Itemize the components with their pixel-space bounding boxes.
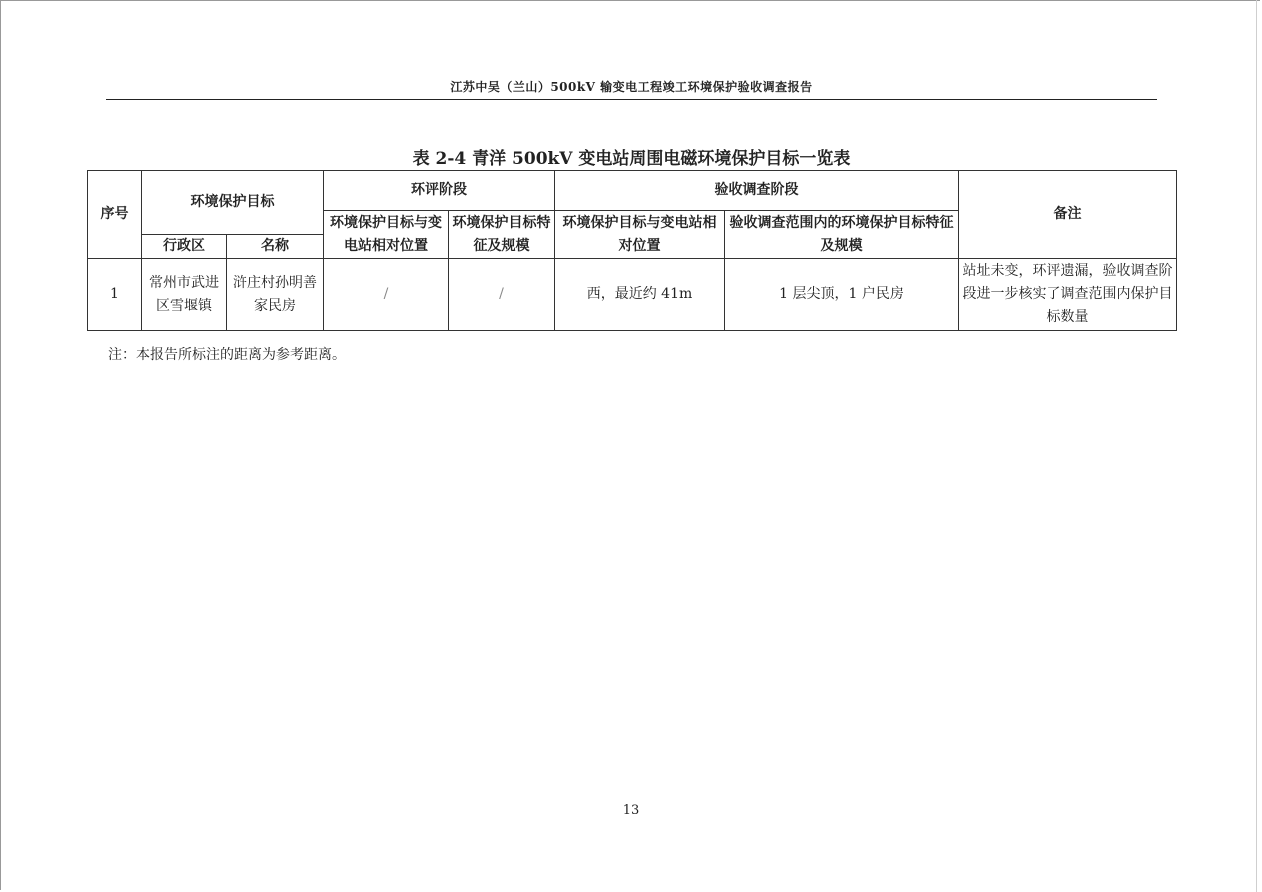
cell-acc-scale: 1 层尖顶，1 户民房 xyxy=(725,259,959,331)
cell-acc-position: 西，最近约 41m xyxy=(555,259,725,331)
page-number: 13 xyxy=(622,803,640,818)
header-target-group: 环境保护目标 xyxy=(142,171,324,235)
header-acc-position: 环境保护目标与变电站相对位置 xyxy=(555,211,725,259)
header-eia-stage: 环评阶段 xyxy=(324,171,555,211)
cell-district: 常州市武进区雪堰镇 xyxy=(142,259,227,331)
header-rule xyxy=(106,99,1157,100)
cell-seq: 1 xyxy=(88,259,142,331)
header-district: 行政区 xyxy=(142,235,227,259)
table-note: 注：本报告所标注的距离为参考距离。 xyxy=(108,347,346,363)
cell-eia-scale: / xyxy=(449,259,555,331)
page-edge xyxy=(1256,0,1257,892)
table-row xyxy=(88,259,1177,331)
report-header-title: 江苏中吴（兰山）500kV 输变电工程竣工环境保护验收调查报告 xyxy=(450,80,813,94)
header-acceptance-stage: 验收调查阶段 xyxy=(555,171,959,211)
table-caption: 表 2-4 青洋 500kV 变电站周围电磁环境保护目标一览表 xyxy=(412,149,851,169)
cell-name: 浒庄村孙明善家民房 xyxy=(227,259,324,331)
header-eia-scale: 环境保护目标特征及规模 xyxy=(449,211,555,259)
cell-eia-position: / xyxy=(324,259,449,331)
protection-target-table xyxy=(87,170,1177,331)
cell-remarks: 站址未变，环评遗漏，验收调查阶段进一步核实了调查范围内保护目标数量 xyxy=(959,259,1177,331)
header-eia-position: 环境保护目标与变电站相对位置 xyxy=(324,211,449,259)
header-seq: 序号 xyxy=(88,171,142,259)
header-remarks: 备注 xyxy=(959,171,1177,259)
header-acc-scale: 验收调查范围内的环境保护目标特征及规模 xyxy=(725,211,959,259)
header-name: 名称 xyxy=(227,235,324,259)
